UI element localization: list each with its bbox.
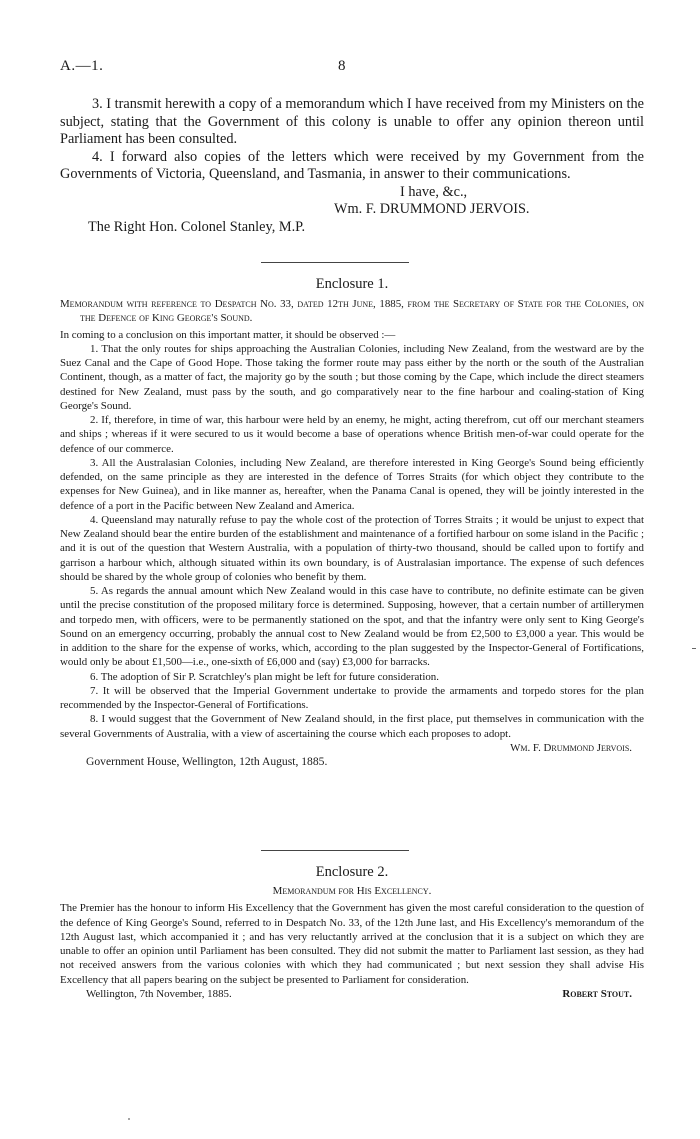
enclosure-1-point-3: 3. All the Australasian Colonies, including New Zealand, are therefore interested in King George's Sound being efficiently defended, on the same principle as they are interested in the defence of Torres Straits (for which object they contribute to the expenses for New Guinea), and in like manner as, hereafter, when the Panama Canal is opened, they will be jointly interested in the defence of a port in the Pacific between New Zealand and America. — [60, 456, 644, 512]
enclosure-1-heading: Memorandum with reference to Despatch No. 33, dated 12th June, 1885, from the Secretary of State for the Colonies, on the Defence of King George's Sound. — [60, 298, 644, 325]
despatch-closing: I have, &c., — [400, 183, 468, 200]
enclosure-2-footer — [60, 987, 644, 1001]
enclosure-1-point-4: 4. Queensland may naturally refuse to pay the whole cost of the protection of Torres Straits ; it would be unjust to expect that New Zealand should bear the entire burden of the establishment and maintenance of a fortified harbour on some island in the Pacific ; and it is out of the question that Western Australia, with a population of thirty-two thousand, should be called upon to fortify and garrison a harbour which, although situated within its own boundary, is of Australasian importance. The expense of such defences should be shared by the whole group of colonies who benefit by them. — [60, 513, 644, 583]
enclosure-1-title: Enclosure 1. — [315, 276, 389, 292]
enclosure-2 — [60, 864, 644, 1001]
enclosure-2-title: Enclosure 2. — [315, 864, 389, 880]
margin-mark — [692, 648, 696, 649]
page-number: 8 — [338, 58, 346, 74]
enclosure-2-place-date: Wellington, 7th November, 1885. — [86, 987, 232, 1000]
enclosure-2-signature: Robert Stout. — [562, 987, 632, 1000]
despatch-signature: Wm. F. DRUMMOND JERVOIS. — [334, 201, 530, 217]
page-speck — [128, 1118, 130, 1120]
despatch-paragraph-3: 3. I transmit herewith a copy of a memorandum which I have received from my Ministers on the subject, stating that the Government of this colony is unable to offer any opinion thereon until Parliament has been consulted. — [60, 96, 644, 147]
section-divider-2 — [261, 850, 409, 851]
paper-reference: A.—1. — [60, 58, 104, 74]
despatch-paragraph-4: 4. I forward also copies of the letters which were received by my Government from the Governments of Victoria, Queensland, and Tasmania, in answer to their communications. — [60, 148, 644, 182]
despatch-section — [60, 96, 644, 236]
enclosure-1-point-6: 6. The adoption of Sir P. Scratchley's plan might be left for future consideration. — [90, 670, 439, 683]
enclosure-1-place-date: Government House, Wellington, 12th August, 1885. — [86, 755, 328, 768]
enclosure-1-intro: In coming to a conclusion on this important matter, it should be observed :— — [60, 328, 396, 341]
enclosure-1-signature: Wm. F. Drummond Jervois. — [510, 741, 632, 754]
enclosure-1-point-8: 8. I would suggest that the Government of New Zealand should, in the first place, put themselves in communication with the several Governments of Australia, with a view of ascertaining the course which each proposes to adopt. — [60, 713, 644, 740]
enclosure-1 — [60, 276, 644, 769]
enclosure-1-point-5: 5. As regards the annual amount which New Zealand would in this case have to contribute, no definite estimate can be given until the precise constitution of the proposed military force is determined. Supposing, however, that a certain number of artillerymen and torpedo men, with officers, were to be permanently stationed on the spot, and that the infantry were only sent to King George's Sound on an emergency occurring, probably the annual cost to New Zealand would be from £2,500 to £3,000 a year. This would be in addition to the share for the expense of works, which, according to the plan suggested by the Inspector-General of Fortifications, would only be about £1,500—i.e., one-sixth of £6,000 and (say) £3,000 for barracks. — [60, 585, 644, 669]
enclosure-2-body: The Premier has the honour to inform His Excellency that the Government has given the most careful consideration to the question of the defence of King George's Sound, referred to in Despatch No. 33, of the 12th June last, and His Excellency's memorandum of the 12th August last, which accompanied it ; and has very reluctantly arrived at the conclusion that it is a subject on which they are unable to offer an opinion until Parliament has been consulted. They did not submit the matter to Parliament last session, as they had not received answers from the various colonies with which they had communicated ; but next session they shall advise His Excellency that all papers bearing on the subject be presented to Parliament for consideration. — [60, 902, 644, 986]
section-divider — [261, 262, 409, 263]
enclosure-1-point-2: 2. If, therefore, in time of war, this harbour were held by an enemy, he might, acting therefrom, cut off our merchant steamers and ships ; whereas if it were secured to us it would become a base of operations whence British men-of-war could operate for the defence of our commerce. — [60, 414, 644, 455]
enclosure-1-point-1: 1. That the only routes for ships approaching the Australian Colonies, including New Zealand, from the westward are by the Suez Canal and the Cape of Good Hope. Those taking the former route may pass either by the north or the south of the Australian Continent, though, as a matter of fact, the majority go by the south ; but those coming by the Cape, which include the direct steamers destined for New Zealand, must pass by the south, and go comparatively near to the fine harbour and coaling-station of King George's Sound. — [60, 342, 644, 412]
despatch-addressee: The Right Hon. Colonel Stanley, M.P. — [88, 218, 306, 235]
enclosure-2-heading: Memorandum for His Excellency. — [272, 885, 432, 897]
enclosure-1-point-7: 7. It will be observed that the Imperial Government undertake to provide the armaments and torpedo stores for the plan recommended by the Inspector-General of Fortifications. — [60, 684, 644, 711]
